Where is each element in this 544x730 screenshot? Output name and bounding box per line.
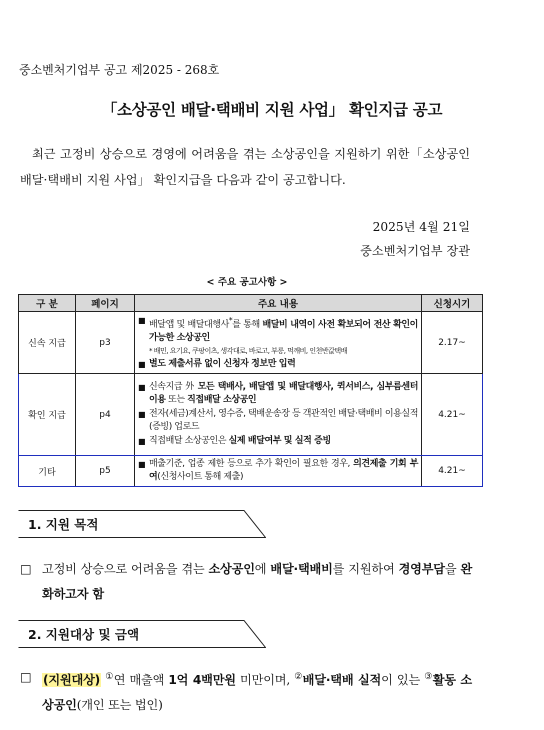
notice-date: 2025년 4월 21일 — [372, 220, 470, 234]
row-category: 신속 지급 — [19, 312, 76, 374]
section-title: 2. 지원대상 및 금액 — [28, 627, 140, 642]
row-content — [135, 374, 422, 456]
header-page: 페이지 — [76, 295, 135, 312]
section-item: □ 고정비 상승으로 어려움을 겪는 소상공인에 배달·택배비를 지원하여 경영부담을 완화하고자 함 — [20, 557, 472, 607]
bullet-item: ■ 전자(세금)계산서, 영수증, 택배운송장 등 객관적인 배달·택배비 이용실적(증빙) 업로드 — [138, 409, 418, 432]
intro-text: 최근 고정비 상승으로 경영에 어려움을 겪는 소상공인을 지원하기 위한「소상공인 배달·택배비 지원 사업」 확인지급을 다음과 같이 공고합니다. — [20, 147, 470, 187]
row-period: 2.17~ — [422, 312, 483, 374]
checkbox-square-icon: □ — [20, 562, 32, 576]
table-row-highlighted — [19, 456, 483, 487]
table-header-row — [19, 295, 483, 312]
square-bullet-icon: ■ — [138, 437, 146, 446]
checkbox-square-icon: □ — [20, 670, 32, 684]
table-row-highlighted — [19, 374, 483, 456]
square-bullet-icon: ■ — [138, 360, 146, 369]
intro-paragraph — [20, 141, 470, 193]
bullet-item: ■ 별도 제출서류 없이 신청자 정보만 입력 — [138, 359, 296, 369]
page-title: 「소상공인 배달·택배비 지원 사업」 확인지급 공고 — [101, 101, 443, 119]
section-heading — [18, 620, 266, 648]
row-period: 4.21~ — [422, 374, 483, 456]
row-content — [135, 456, 422, 487]
header-content: 주요 내용 — [135, 295, 422, 312]
header-period: 신청시기 — [422, 295, 483, 312]
summary-table — [18, 294, 483, 487]
bullet-item: ■ 배달앱 및 배달대행사*를 통해 배달비 내역이 사전 확보되어 전산 확인이 가능한 소상공인 — [138, 316, 418, 343]
square-bullet-icon: ■ — [138, 410, 146, 419]
bullet-item: ■ 매출기준, 업종 제한 등으로 추가 확인이 필요한 경우, 의견제출 기회 부여(신청사이트 통해 제출) — [138, 459, 419, 482]
notice-number: 중소벤처기업부 공고 제2025 - 268호 — [19, 63, 220, 77]
row-page: p3 — [76, 312, 135, 374]
row-category: 기타 — [19, 456, 76, 487]
square-bullet-icon: ■ — [138, 316, 146, 325]
table-caption: < 주요 공고사항 > — [206, 277, 288, 288]
bullet-item: ■ 신속지급 外 모든 택배사, 배달앱 및 배달대행사, 퀵서비스, 심부름센터 이용 또는 직접배달 소상공인 — [138, 382, 418, 405]
square-bullet-icon: ■ — [138, 460, 146, 469]
highlighted-label: (지원대상) — [43, 673, 101, 688]
sub-note: * 배민, 요기요, 쿠팡이츠, 생각대로, 바로고, 부릉, 먹깨비, 인천반값택배 — [149, 347, 347, 355]
section-title: 1. 지원 목적 — [28, 517, 99, 532]
row-content — [135, 312, 422, 374]
row-page: p4 — [76, 374, 135, 456]
row-page: p5 — [76, 456, 135, 487]
square-bullet-icon: ■ — [138, 383, 146, 392]
row-category: 확인 지급 — [19, 374, 76, 456]
section-heading — [18, 510, 266, 538]
bullet-item: ■ 직접배달 소상공인은 실제 배달여부 및 실적 증빙 — [138, 436, 331, 446]
table-row — [19, 312, 483, 374]
header-category: 구 분 — [19, 295, 76, 312]
section-item: □ (지원대상) ①연 매출액 1억 4백만원 미만이며, ②배달·택배 실적이 있는 ③활동 소상공인(개인 또는 법인) — [20, 665, 472, 718]
issuer: 중소벤처기업부 장관 — [360, 244, 470, 258]
row-period: 4.21~ — [422, 456, 483, 487]
